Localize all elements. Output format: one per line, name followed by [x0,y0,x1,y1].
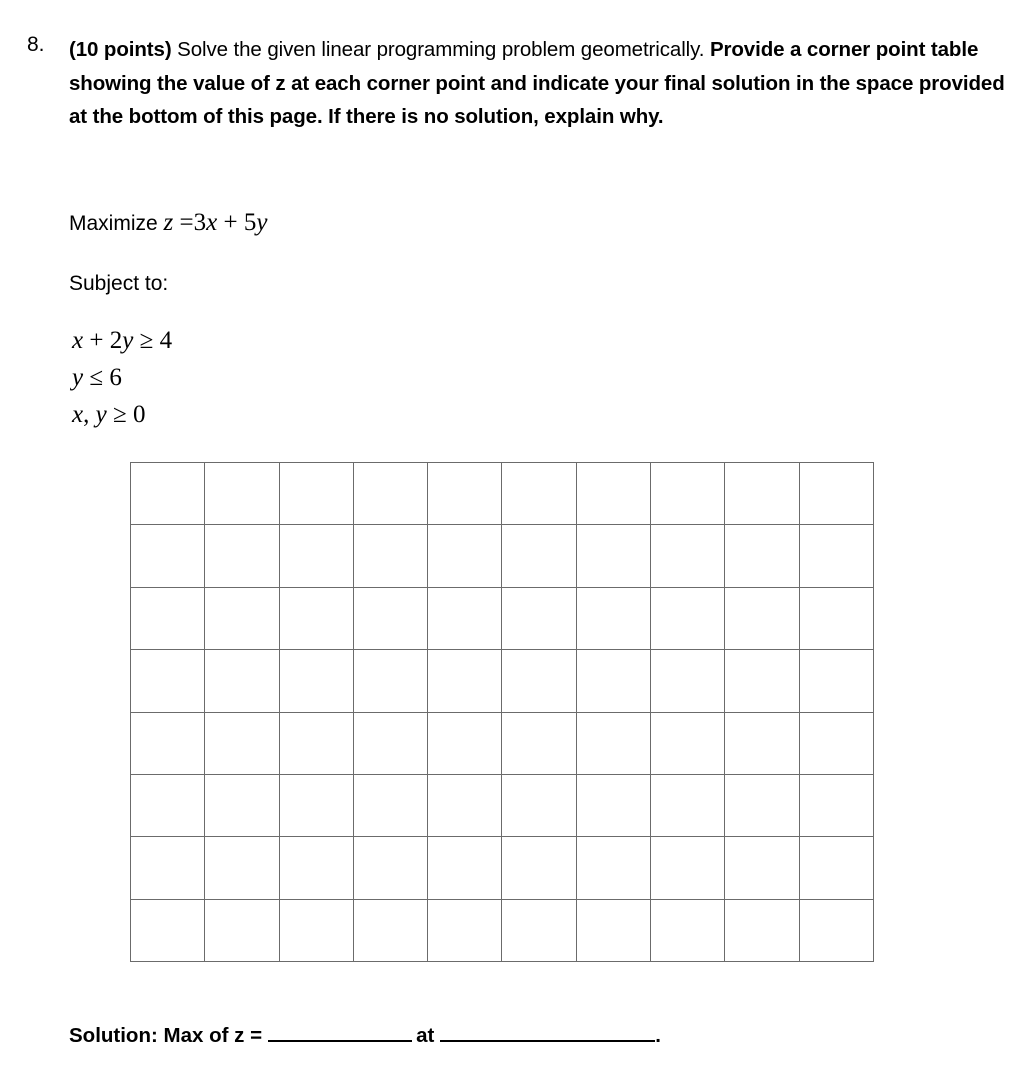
grid-cell [651,837,725,899]
objective-variable: z [163,209,174,236]
grid-row [131,463,874,525]
grid-cell [131,525,205,587]
grid-cell [502,712,576,774]
solution-label: Solution: [69,1024,158,1047]
grid-cell [279,587,353,649]
grid-cell [205,463,279,525]
grid-cell [205,899,279,961]
constraint-3-var-x: x [72,401,84,428]
grid-cell [428,525,502,587]
graph-grid [130,462,874,962]
constraint-2-relation: ≤ [89,364,104,391]
constraint-1-var-y: y [122,327,134,354]
grid-cell [353,837,427,899]
objective-plus: + [223,209,238,236]
grid-cell [651,650,725,712]
grid-cell [131,774,205,836]
grid-cell [428,774,502,836]
grid-cell [279,463,353,525]
grid-cell [428,650,502,712]
question-bold-instruction: Provide a corner point table showing the value of z at each corner point and indicate your final solution in the space provided at the bottom of this page. If there is no solution, explain why. [69,38,1005,128]
solution-line [69,1018,661,1052]
grid-cell [799,837,873,899]
grid-row [131,899,874,961]
grid-cell [799,650,873,712]
constraint-2 [72,359,172,396]
grid-cell [576,463,650,525]
grid-cell [576,837,650,899]
grid-cell [576,525,650,587]
constraint-1-coef: 2 [109,327,123,354]
grid-cell [502,525,576,587]
solution-end: . [655,1024,661,1047]
constraint-3 [72,396,172,433]
subject-to-label: Subject to: [69,272,169,295]
grid-cell [205,525,279,587]
objective-coef-x: 3 [193,209,207,236]
point-blank[interactable] [440,1018,655,1042]
grid-cell [651,774,725,836]
objective-var-y: y [256,209,268,236]
grid-cell [131,463,205,525]
constraints-list [72,322,172,433]
grid-cell [131,837,205,899]
grid-cell [651,525,725,587]
grid-cell [205,774,279,836]
grid-row [131,650,874,712]
grid-cell [799,712,873,774]
grid-cell [502,650,576,712]
grid-row [131,525,874,587]
constraint-3-var-y: y [95,401,107,428]
grid-row [131,837,874,899]
grid-cell [131,587,205,649]
max-z-blank[interactable] [268,1018,412,1042]
grid-cell [502,463,576,525]
grid-row [131,774,874,836]
solution-at-label: at [416,1024,435,1047]
grid-cell [576,587,650,649]
grid-cell [353,774,427,836]
grid-cell [651,712,725,774]
grid-cell [502,587,576,649]
grid-cell [799,774,873,836]
constraint-3-rhs: 0 [132,401,146,428]
objective-expression [164,209,268,236]
constraint-1-plus: + [89,327,104,354]
constraint-1 [72,322,172,359]
objective-function [69,207,267,240]
grid-cell [131,650,205,712]
grid-cell [725,899,799,961]
grid-cell [651,899,725,961]
grid-cell [651,463,725,525]
constraint-2-rhs: 6 [109,364,122,391]
constraint-2-var-y: y [72,364,84,391]
grid-cell [725,712,799,774]
grid-cell [353,650,427,712]
grid-cell [428,899,502,961]
grid-cell [725,650,799,712]
constraint-1-rhs: 4 [159,327,173,354]
grid-cell [279,525,353,587]
grid-cell [131,712,205,774]
constraint-3-relation: ≥ [112,401,127,428]
grid-cell [428,712,502,774]
grid-cell [353,899,427,961]
grid-row [131,712,874,774]
grid-cell [725,774,799,836]
grid-cell [799,587,873,649]
grid-cell [799,525,873,587]
grid-cell [205,837,279,899]
grid-cell [502,899,576,961]
constraint-1-relation: ≥ [139,327,154,354]
grid-cell [725,587,799,649]
grid-cell [502,774,576,836]
grid-cell [502,837,576,899]
objective-var-x: x [206,209,218,236]
objective-coef-y: 5 [243,209,257,236]
grid-cell [353,712,427,774]
grid-cell [353,587,427,649]
grid-cell [725,463,799,525]
question-number: 8. [27,33,45,56]
grid-cell [131,899,205,961]
solution-max-label: Max of z = [163,1024,263,1047]
question-text [69,33,1014,134]
grid-cell [205,650,279,712]
grid-cell [428,463,502,525]
grid-cell [799,463,873,525]
grid-cell [576,650,650,712]
grid-cell [576,712,650,774]
question-points: (10 points) [69,38,172,61]
question-instruction: Solve the given linear programming problem geometrically. [177,38,705,61]
grid-cell [353,463,427,525]
constraint-1-var-x: x [72,327,84,354]
grid-cell [279,650,353,712]
grid-cell [576,774,650,836]
grid-cell [279,712,353,774]
grid-cell [799,899,873,961]
grid-cell [279,899,353,961]
objective-equals: = [179,209,194,236]
grid-cell [353,525,427,587]
grid-cell [651,587,725,649]
grid-cell [428,837,502,899]
grid-cell [279,774,353,836]
grid-row [131,587,874,649]
grid-cell [205,587,279,649]
grid-cell [279,837,353,899]
grid-cell [725,837,799,899]
grid-cell [428,587,502,649]
grid-cell [205,712,279,774]
grid-cell [725,525,799,587]
grid-cell [576,899,650,961]
objective-label: Maximize [69,212,158,235]
constraint-3-comma: , [83,401,90,428]
